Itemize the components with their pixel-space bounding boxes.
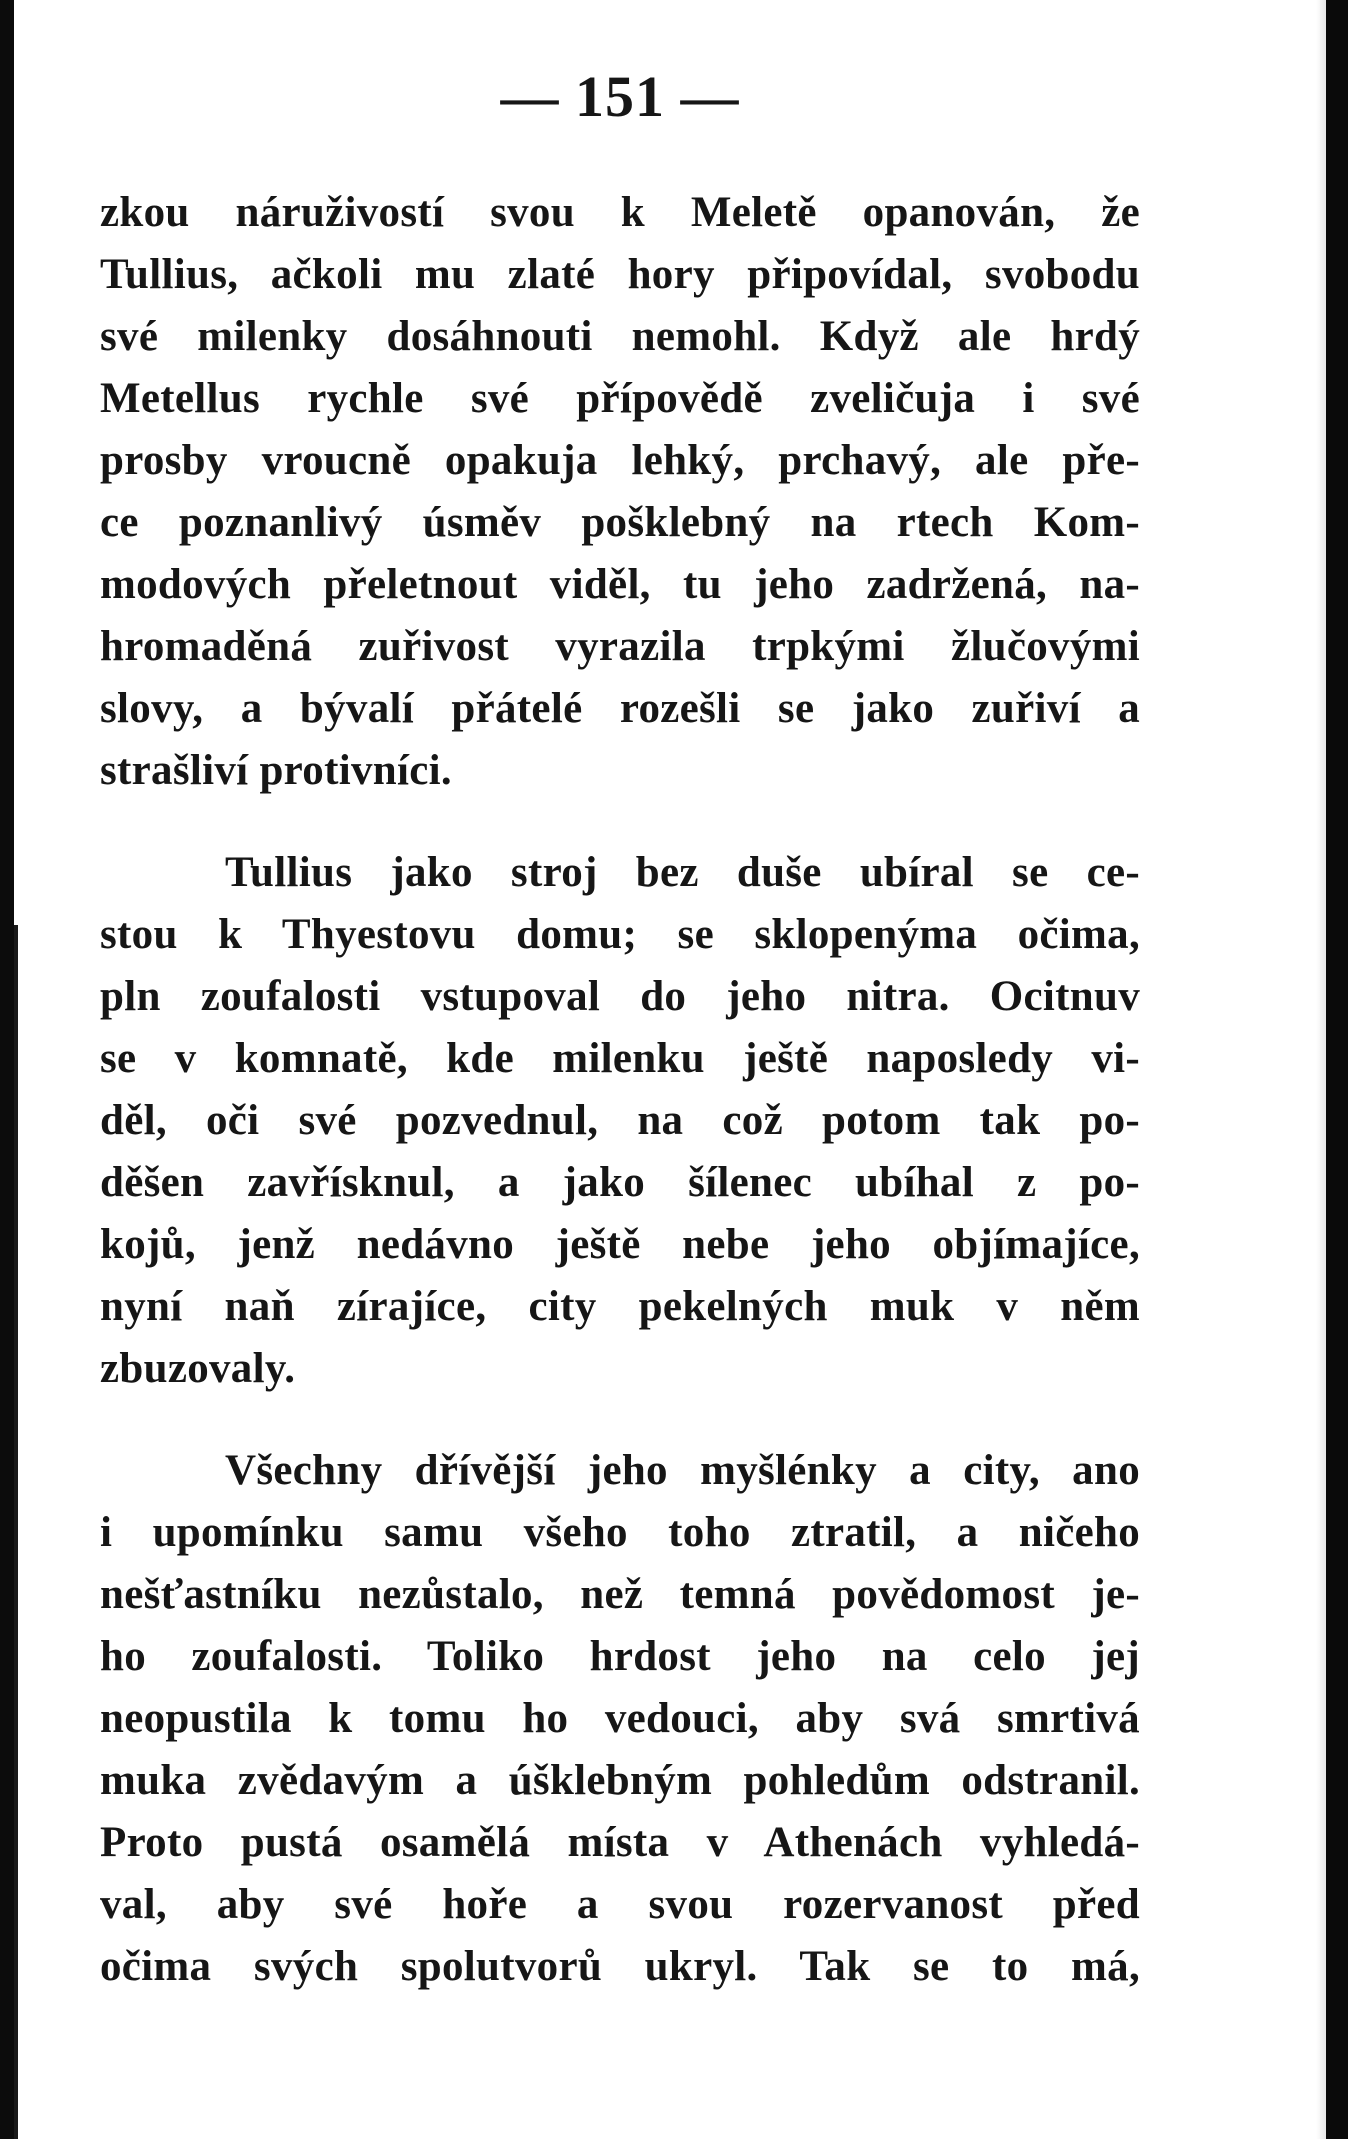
text-line: nyní naň zírajíce, city pekelných muk v něm [100, 1283, 1140, 1330]
book-page [100, 0, 1140, 2139]
text-line: se v komnatě, kde milenku ještě naposledy vi- [100, 1035, 1140, 1082]
text-line: zkou náruživostí svou k Meletě opanován, že [100, 189, 1140, 236]
text-line: očima svých spolutvorů ukryl. Tak se to má, [100, 1943, 1140, 1990]
text-line: prosby vroucně opakuja lehký, prchavý, ale pře- [100, 437, 1140, 484]
text-line: Všechny dřívější jeho myšlénky a city, ano [225, 1447, 1140, 1494]
paragraph-3 [100, 1440, 1140, 1998]
body-text [100, 182, 1140, 1998]
text-line: muka zvědavým a úšklebným pohledům odstranil. [100, 1757, 1140, 1804]
text-line: Proto pustá osamělá místa v Athenách vyhledá- [100, 1819, 1140, 1866]
text-line: hromaděná zuřivost vyrazila trpkými žlučovými [100, 623, 1140, 670]
text-line: Tullius, ačkoli mu zlaté hory připovídal, svobodu [100, 251, 1140, 298]
text-line: neopustila k tomu ho vedouci, aby svá smrtivá [100, 1695, 1140, 1742]
text-line: zbuzovaly. [100, 1345, 296, 1392]
scan-edge-right-shadow [1316, 0, 1326, 2139]
scan-edge-left [0, 0, 14, 2139]
text-line: Metellus rychle své přípovědě zveličuja i své [100, 375, 1140, 422]
paragraph-1 [100, 182, 1140, 802]
text-line: kojů, jenž nedávno ještě nebe jeho objímajíce, [100, 1221, 1140, 1268]
text-line: stou k Thyestovu domu; se sklopenýma očima, [100, 911, 1140, 958]
text-line: val, aby své hoře a svou rozervanost před [100, 1881, 1140, 1928]
text-line: své milenky dosáhnouti nemohl. Když ale hrdý [100, 313, 1140, 360]
text-line: nešťastníku nezůstalo, než temná povědomost je- [100, 1571, 1140, 1618]
text-line: děl, oči své pozvednul, na což potom tak po- [100, 1097, 1140, 1144]
page-number: — 151 — [500, 64, 740, 129]
text-line: ho zoufalosti. Toliko hrdost jeho na celo jej [100, 1633, 1140, 1680]
text-line: modových přeletnout viděl, tu jeho zadržená, na- [100, 561, 1140, 608]
text-line: ce poznanlivý úsměv pošklebný na rtech Kom- [100, 499, 1140, 546]
scan-edge-left-notch [14, 925, 18, 2139]
text-line: slovy, a bývalí přátelé rozešli se jako zuřiví a [100, 685, 1140, 732]
text-line: děšen zavřísknul, a jako šílenec ubíhal z po- [100, 1159, 1140, 1206]
text-line: Tullius jako stroj bez duše ubíral se ce- [225, 849, 1140, 896]
paragraph-2 [100, 842, 1140, 1400]
text-line: strašliví protivníci. [100, 747, 452, 794]
scan-edge-right [1326, 0, 1348, 2139]
text-line: pln zoufalosti vstupoval do jeho nitra. Ocitnuv [100, 973, 1140, 1020]
text-line: i upomínku samu všeho toho ztratil, a ničeho [100, 1509, 1140, 1556]
